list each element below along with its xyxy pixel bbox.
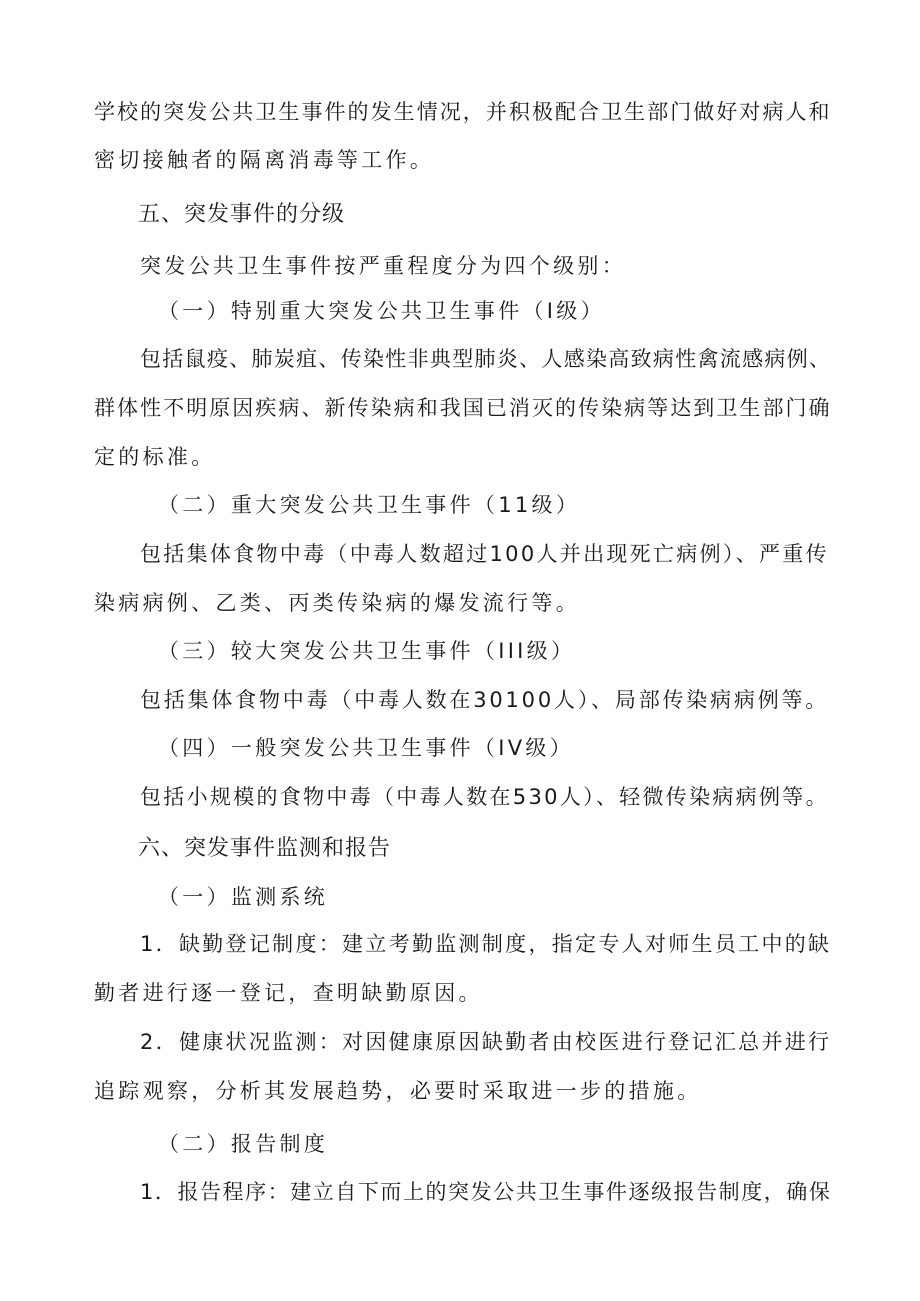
- paragraph-line: 追踪观察，分析其发展趋势，必要时采取进一步的措施。: [94, 1079, 702, 1103]
- subsection-title: （二）报告制度: [158, 1132, 329, 1156]
- section-heading: 五、突发事件的分级: [138, 202, 346, 227]
- paragraph-line: 包括小规模的食物中毒（中毒人数在530人）、轻微传染病病例等。: [140, 785, 829, 809]
- subsection-title: （三）较大突发公共卫生事件（III级）: [158, 639, 576, 663]
- paragraph-line: 包括集体食物中毒（中毒人数在30100人）、局部传染病病例等。: [140, 688, 830, 712]
- paragraph-line: 群体性不明原因疾病、新传染病和我国已消灭的传染病等达到卫生部门确: [94, 396, 832, 420]
- paragraph-line: 密切接触者的隔离消毒等工作。: [94, 148, 435, 172]
- subsection-title: （四）一般突发公共卫生事件（IV级）: [158, 736, 574, 760]
- section-heading: 六、突发事件监测和报告: [138, 836, 392, 861]
- paragraph-line: 2．健康状况监测：对因健康原因缺勤者由校医进行登记汇总并进行: [140, 1030, 832, 1054]
- paragraph-line: 包括集体食物中毒（中毒人数超过100人并出现死亡病例）、严重传: [140, 542, 829, 566]
- paragraph-line: 1．缺勤登记制度：建立考勤监测制度，指定专人对师生员工中的缺: [140, 932, 832, 956]
- paragraph-line: 染病病例、乙类、丙类传染病的爆发流行等。: [94, 591, 580, 615]
- subsection-title: （一）特别重大突发公共卫生事件（I级）: [158, 299, 605, 323]
- paragraph-line: 学校的突发公共卫生事件的发生情况，并积极配合卫生部门做好对病人和: [94, 100, 832, 124]
- paragraph-line: 勤者进行逐一登记，查明缺勤原因。: [94, 981, 483, 1005]
- subsection-title: （一）监测系统: [158, 885, 329, 909]
- paragraph-line: 定的标准。: [94, 445, 216, 469]
- paragraph-line: 包括鼠疫、肺炭疽、传染性非典型肺炎、人感染高致病性禽流感病例、: [140, 347, 832, 371]
- paragraph-line: 突发公共卫生事件按严重程度分为四个级别：: [140, 254, 626, 278]
- paragraph-line: 1．报告程序：建立自下而上的突发公共卫生事件逐级报告制度，确保: [140, 1180, 832, 1204]
- subsection-title: （二）重大突发公共卫生事件（11级）: [158, 493, 581, 517]
